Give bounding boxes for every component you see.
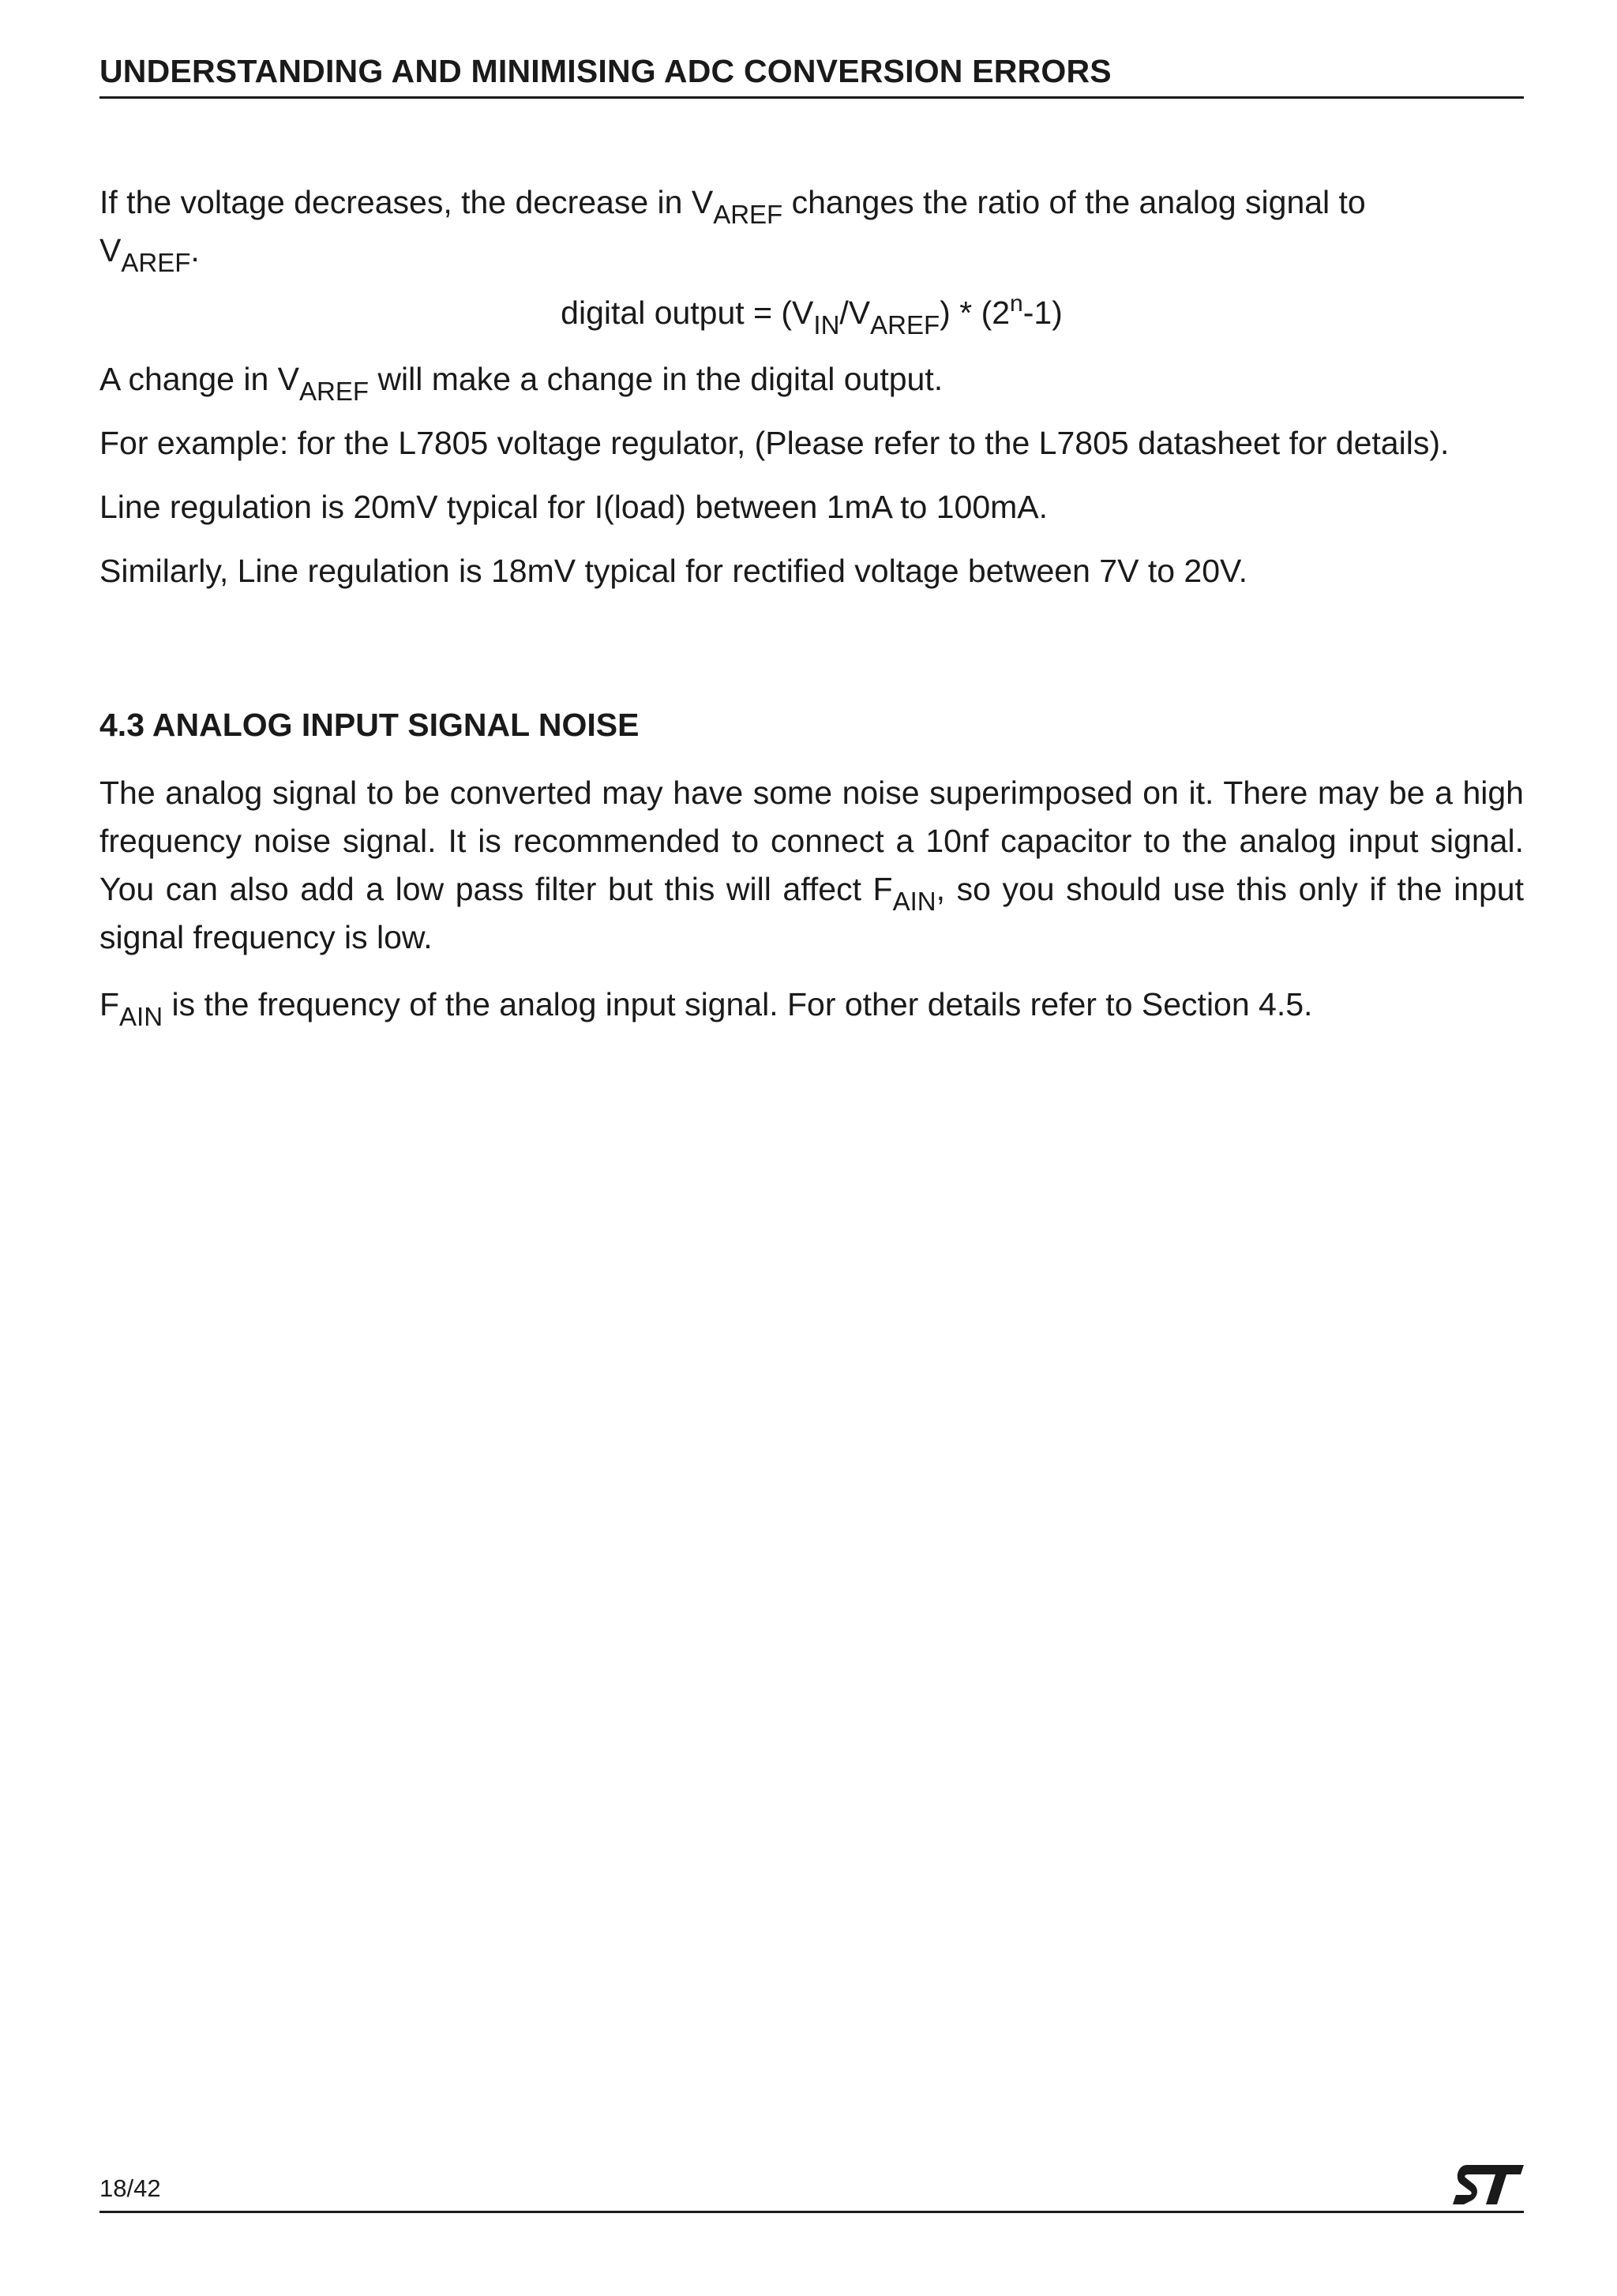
paragraph-line-regulation-rectified: Similarly, Line regulation is 18mV typical for rectified voltage between 7V to 20V. [99, 553, 1247, 589]
text-segment: F [99, 986, 120, 1022]
st-logo-icon [1451, 2160, 1525, 2209]
paragraph-line-regulation: Line regulation is 20mV typical for I(load) between 1mA to 100mA. [99, 489, 1049, 525]
text-segment: digital output = (V [561, 295, 814, 331]
text-segment: is the frequency of the analog input signal. For other details refer to [163, 986, 1142, 1022]
paragraph-example: For example: for the L7805 voltage regulator, (Please refer to the L7805 datasheet for details). [99, 425, 1450, 461]
paragraph-noise [99, 769, 1524, 962]
text-segment: V [99, 232, 122, 268]
text-segment: The analog signal to be converted may have some noise superimposed on it. There may be a high frequency noise signal. It is recommended to connect a 10nf capacitor to the analog input signal. You can also add a low pass filter but this will affect F [99, 775, 1524, 907]
paragraph-fain-definition [99, 981, 1524, 1029]
subscript: AREF [870, 310, 940, 340]
text-segment: will make a change in the digital output. [369, 361, 944, 397]
paragraph-aref-change [99, 355, 1524, 406]
subscript: AREF [121, 248, 191, 277]
page-header-title: UNDERSTANDING AND MINIMISING ADC CONVERSION ERRORS [99, 53, 1112, 89]
page-number: 18/42 [99, 2174, 161, 2202]
footer-divider [99, 2211, 1524, 2213]
text-segment: . [1304, 986, 1313, 1022]
formula-digital-output [99, 289, 1524, 340]
text-segment: /V [839, 295, 871, 331]
text-segment: . [190, 232, 200, 268]
subscript: AREF [299, 377, 370, 406]
text-segment: -1) [1022, 295, 1063, 331]
subscript: AIN [119, 1002, 163, 1031]
section-heading-noise: 4.3 ANALOG INPUT SIGNAL NOISE [99, 707, 640, 743]
section-reference-link[interactable]: Section 4.5 [1141, 986, 1304, 1022]
text-segment: If the voltage decreases, the decrease in V [99, 184, 714, 220]
subscript: AREF [713, 200, 783, 229]
header-divider [99, 96, 1524, 99]
text-segment: , so you should use this only if the input signal frequency is low. [99, 871, 1524, 955]
paragraph-aref-intro [99, 178, 1524, 275]
text-segment: ) * (2 [940, 295, 1011, 331]
text-segment: changes the ratio of the analog signal to [782, 184, 1366, 220]
subscript: AIN [892, 887, 936, 916]
subscript: IN [813, 310, 840, 340]
superscript: n [1010, 291, 1023, 317]
text-segment: A change in V [99, 361, 300, 397]
